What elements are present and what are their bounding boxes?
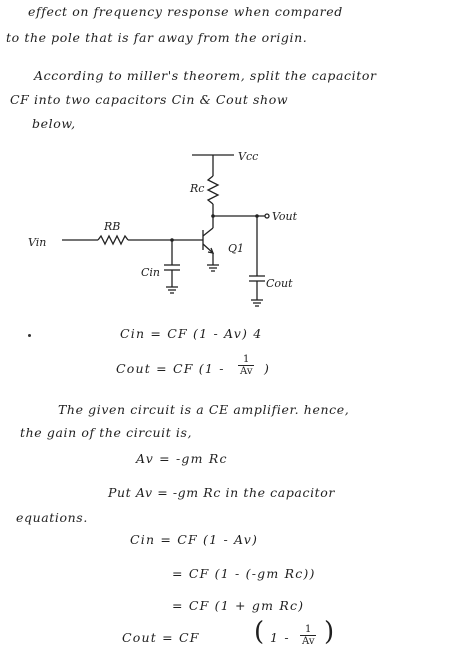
cout-label: Cout — [266, 277, 293, 290]
text-line: below, — [32, 116, 76, 131]
vout-label: Vout — [272, 210, 298, 223]
equation-cout: Cout = CF (1 - — [116, 361, 225, 376]
one-minus: 1 - — [270, 630, 290, 645]
open-paren: ( — [254, 617, 265, 647]
closing-paren: ) — [264, 361, 271, 376]
fraction-numerator: 1 — [300, 624, 316, 636]
vin-label: Vin — [28, 236, 47, 249]
text-line: The given circuit is a CE amplifier. hence, — [58, 402, 350, 417]
fraction-1-over-av — [300, 624, 316, 647]
fraction-denominator: Av — [302, 636, 315, 647]
text-line: to the pole that is far away from the origin. — [6, 30, 308, 45]
text-line: According to miller's theorem, split the capacitor — [34, 68, 377, 83]
fraction-numerator: 1 — [238, 354, 254, 366]
text-line: CF into two capacitors Cin & Cout show — [10, 92, 289, 107]
vout-terminal — [265, 214, 269, 218]
q1-label: Q1 — [228, 242, 245, 255]
fraction-denominator: Av — [240, 366, 253, 377]
text-line: the gain of the circuit is, — [20, 425, 193, 440]
ce-amplifier-circuit — [0, 140, 474, 320]
text-line: equations. — [16, 510, 88, 525]
equation-gain: Av = -gm Rc — [136, 451, 228, 466]
cin-label: Cin — [141, 266, 161, 279]
equation-cin-step3: = CF (1 + gm Rc) — [172, 598, 305, 613]
equation-cin-step2: = CF (1 - (-gm Rc)) — [172, 566, 316, 581]
bullet-dot — [28, 334, 31, 337]
equation-cin: Cin = CF (1 - Av) 4 — [120, 326, 263, 341]
rc-resistor — [208, 176, 218, 204]
rb-label: RB — [104, 220, 121, 233]
vcc-label: Vcc — [238, 150, 259, 163]
text-line: effect on frequency response when compared — [28, 4, 343, 19]
close-paren: ) — [324, 617, 335, 647]
rb-resistor — [98, 236, 128, 244]
rc-label: Rc — [190, 182, 205, 195]
equation-cin-step1: Cin = CF (1 - Av) — [130, 532, 259, 547]
fraction-1-over-av — [238, 354, 254, 377]
equation-cout-final: Cout = CF — [122, 630, 200, 645]
text-line: Put Av = -gm Rc in the capacitor — [108, 485, 335, 500]
